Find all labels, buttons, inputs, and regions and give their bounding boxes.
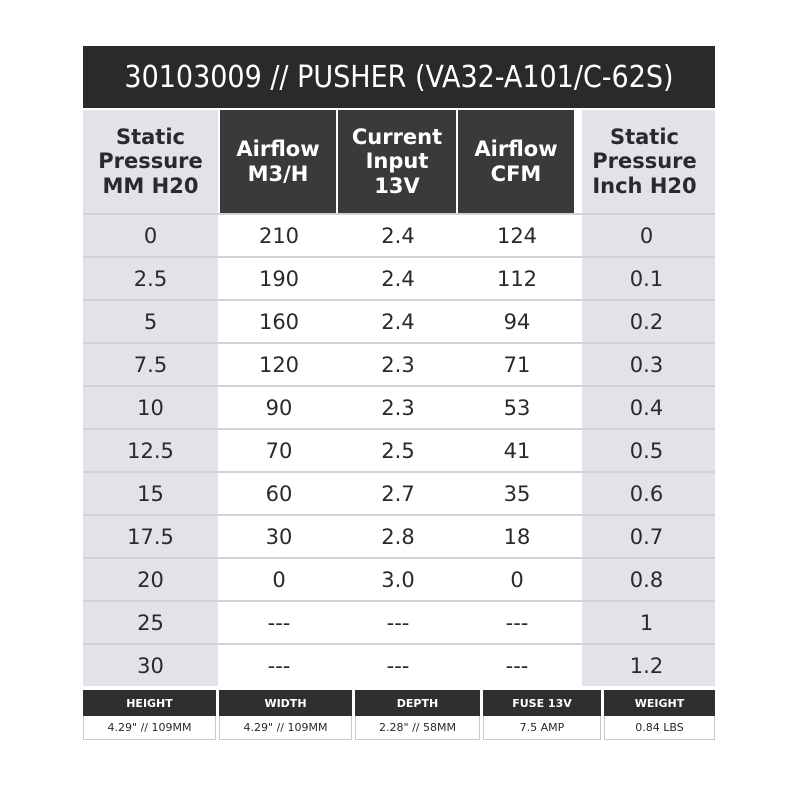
- dimension-value: 0.84 LBS: [604, 716, 715, 740]
- table-cell: 2.5: [338, 430, 458, 471]
- table-cell: ---: [220, 602, 338, 643]
- product-title: 30103009 // PUSHER (VA32-A101/C-62S): [124, 59, 674, 95]
- table-cell: 120: [220, 344, 338, 385]
- table-cell: ---: [458, 602, 576, 643]
- table-cell: 20: [137, 567, 164, 592]
- table-cell: 112: [458, 258, 576, 299]
- header-line: Pressure: [98, 149, 203, 174]
- table-cell: 60: [220, 473, 338, 514]
- table-cell: 18: [458, 516, 576, 557]
- table-cell: 17.5: [127, 524, 174, 549]
- header-line: Airflow: [236, 137, 320, 162]
- header-line: Inch H20: [592, 173, 697, 198]
- table-cell: 0.4: [629, 395, 664, 420]
- title-bar: [83, 46, 715, 108]
- table-cell: 190: [220, 258, 338, 299]
- table-row: [83, 385, 715, 428]
- table-cell: 2.3: [338, 387, 458, 428]
- header-airflow-m3h: [220, 110, 336, 213]
- table-cell: 0.6: [629, 481, 664, 506]
- table-row: [83, 557, 715, 600]
- table-cell: 210: [220, 215, 338, 256]
- dimension-label: HEIGHT: [83, 690, 216, 716]
- table-cell: 90: [220, 387, 338, 428]
- table-row: [83, 514, 715, 557]
- table-row: [83, 213, 715, 256]
- table-cell: 0: [220, 559, 338, 600]
- table-row: [83, 342, 715, 385]
- dimension-fuse-13v: [483, 690, 601, 740]
- table-cell: ---: [220, 645, 338, 686]
- table-cell: 2.8: [338, 516, 458, 557]
- dimension-label: WEIGHT: [604, 690, 715, 716]
- dimension-weight: [604, 690, 715, 740]
- header-line: CFM: [490, 161, 542, 186]
- table-cell: 71: [458, 344, 576, 385]
- dimension-width: [219, 690, 352, 740]
- dimension-height: [83, 690, 216, 740]
- table-cell: 10: [137, 395, 164, 420]
- header-static-pressure-inch: [578, 110, 711, 213]
- dimension-value: 2.28" // 58MM: [355, 716, 480, 740]
- header-airflow-cfm: [458, 110, 574, 213]
- table-cell: 5: [143, 309, 158, 334]
- table-cell: 7.5: [133, 352, 168, 377]
- table-cell: 2.4: [338, 301, 458, 342]
- dimension-value: 4.29" // 109MM: [83, 716, 216, 740]
- table-cell: 1.2: [629, 653, 664, 678]
- table-cell: 0.1: [629, 266, 664, 291]
- dimensions-table: [83, 690, 715, 740]
- table-cell: 0: [143, 223, 158, 248]
- dimension-value: 7.5 AMP: [483, 716, 601, 740]
- table-header-row: [83, 110, 715, 213]
- header-line: Input: [365, 149, 429, 174]
- table-row: [83, 471, 715, 514]
- table-row: [83, 256, 715, 299]
- table-cell: ---: [338, 602, 458, 643]
- table-body: [83, 213, 715, 686]
- dimension-label: FUSE 13V: [483, 690, 601, 716]
- table-row: [83, 643, 715, 686]
- dimension-value: 4.29" // 109MM: [219, 716, 352, 740]
- header-line: Airflow: [474, 137, 558, 162]
- table-cell: 12.5: [127, 438, 174, 463]
- table-cell: 15: [137, 481, 164, 506]
- spec-sheet: [83, 46, 715, 740]
- table-cell: 53: [458, 387, 576, 428]
- table-cell: 94: [458, 301, 576, 342]
- table-cell: 2.4: [338, 258, 458, 299]
- header-line: Static: [609, 125, 679, 150]
- table-row: [83, 600, 715, 643]
- table-cell: 0.3: [629, 352, 664, 377]
- header-line: M3/H: [247, 161, 309, 186]
- dimension-depth: [355, 690, 480, 740]
- table-cell: 0.5: [629, 438, 664, 463]
- table-cell: 2.3: [338, 344, 458, 385]
- table-cell: 70: [220, 430, 338, 471]
- table-cell: 41: [458, 430, 576, 471]
- table-cell: 35: [458, 473, 576, 514]
- table-cell: 0.2: [629, 309, 664, 334]
- table-cell: ---: [338, 645, 458, 686]
- table-cell: 30: [137, 653, 164, 678]
- dimension-label: WIDTH: [219, 690, 352, 716]
- table-cell: 2.4: [338, 215, 458, 256]
- header-line: Current: [351, 125, 443, 150]
- table-row: [83, 299, 715, 342]
- dimension-label: DEPTH: [355, 690, 480, 716]
- header-static-pressure-mm: [83, 110, 218, 213]
- table-cell: 0.7: [629, 524, 664, 549]
- table-row: [83, 428, 715, 471]
- table-cell: 25: [137, 610, 164, 635]
- header-line: Static: [115, 125, 185, 150]
- table-cell: 0.8: [629, 567, 664, 592]
- table-cell: 2.7: [338, 473, 458, 514]
- header-line: MM H20: [102, 173, 199, 198]
- header-line: 13V: [374, 173, 420, 198]
- table-cell: 160: [220, 301, 338, 342]
- table-cell: 2.5: [133, 266, 168, 291]
- table-cell: 124: [458, 215, 576, 256]
- header-line: Pressure: [592, 149, 697, 174]
- spec-table: [83, 110, 715, 686]
- table-cell: 3.0: [338, 559, 458, 600]
- table-cell: ---: [458, 645, 576, 686]
- table-cell: 1: [639, 610, 654, 635]
- table-cell: 0: [458, 559, 576, 600]
- table-cell: 0: [639, 223, 654, 248]
- header-current-input: [338, 110, 456, 213]
- table-cell: 30: [220, 516, 338, 557]
